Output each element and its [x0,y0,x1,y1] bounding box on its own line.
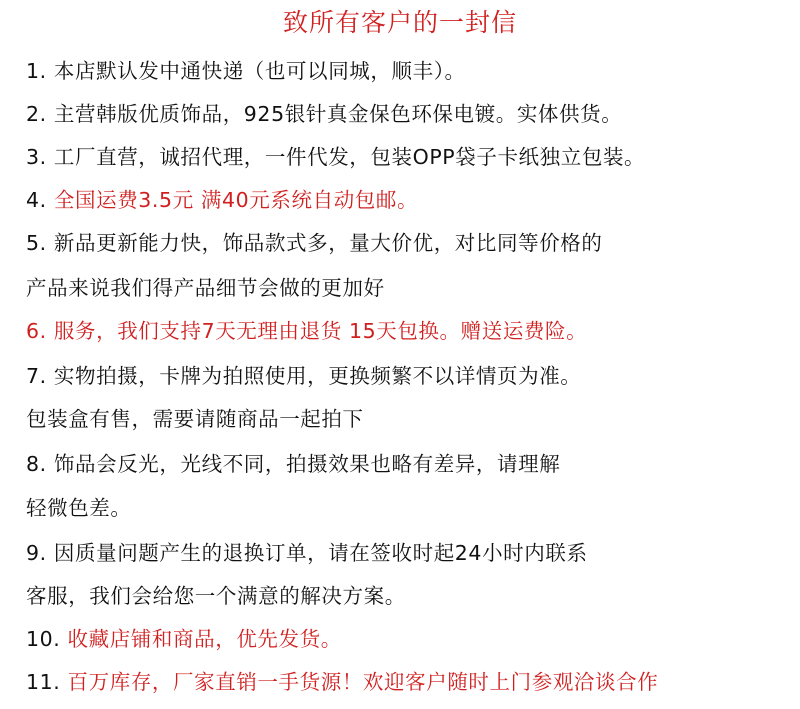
item-6 [26,316,587,346]
item-number: 9. [26,541,47,565]
item-4 [26,185,418,215]
item-5 [26,228,603,258]
item-1 [26,56,466,86]
item-text: 主营韩版优质饰品，925银针真金保色环保电镀。实体供货。 [53,102,623,126]
item-2 [26,99,622,129]
letter-title: 致所有客户的一封信 [282,8,517,37]
item-9 [26,538,588,568]
item-11 [26,667,658,697]
item-text: 饰品会反光，光线不同，拍摄效果也略有差异，请理解 [53,452,561,476]
item-number: 2. [26,102,47,126]
item-number: 4. [26,188,47,212]
item-text-highlight: 全国运费3.5元 满40元系统自动包邮。 [53,188,419,212]
item-8 [26,449,560,479]
item-text-highlight: 百万库存，厂家直销一手货源！欢迎客户随时上门参观洽谈合作 [67,670,659,694]
item-number: 3. [26,145,47,169]
item-text: 新品更新能力快，饰品款式多，量大价优，对比同等价格的 [53,231,603,255]
item-text: 工厂直营，诚招代理，一件代发，包装OPP袋子卡纸独立包装。 [53,145,646,169]
item-number: 10. [26,627,61,651]
item-number: 6. [26,319,47,343]
item-number: 1. [26,59,47,83]
item-5-continuation: 产品来说我们得产品细节会做的更加好 [26,276,385,300]
item-8-continuation: 轻微色差。 [26,496,132,520]
item-number: 8. [26,452,47,476]
item-7 [26,361,581,391]
item-9-continuation: 客服，我们会给您一个满意的解决方案。 [26,584,406,608]
item-text-highlight: 收藏店铺和商品，优先发货。 [67,627,342,651]
item-text: 本店默认发中通快递（也可以同城，顺丰）。 [53,59,466,83]
item-7-continuation: 包装盒有售，需要请随商品一起拍下 [26,407,364,431]
item-text: 因质量问题产生的退换订单，请在签收时起24小时内联系 [53,541,588,565]
item-text-highlight: 服务，我们支持7天无理由退货 15天包换。赠送运费险。 [53,319,588,343]
item-number: 11. [26,670,61,694]
item-text: 实物拍摄，卡牌为拍照使用，更换频繁不以详情页为准。 [53,364,582,388]
item-number: 7. [26,364,47,388]
item-10 [26,624,342,654]
item-number: 5. [26,231,47,255]
item-3 [26,142,645,172]
